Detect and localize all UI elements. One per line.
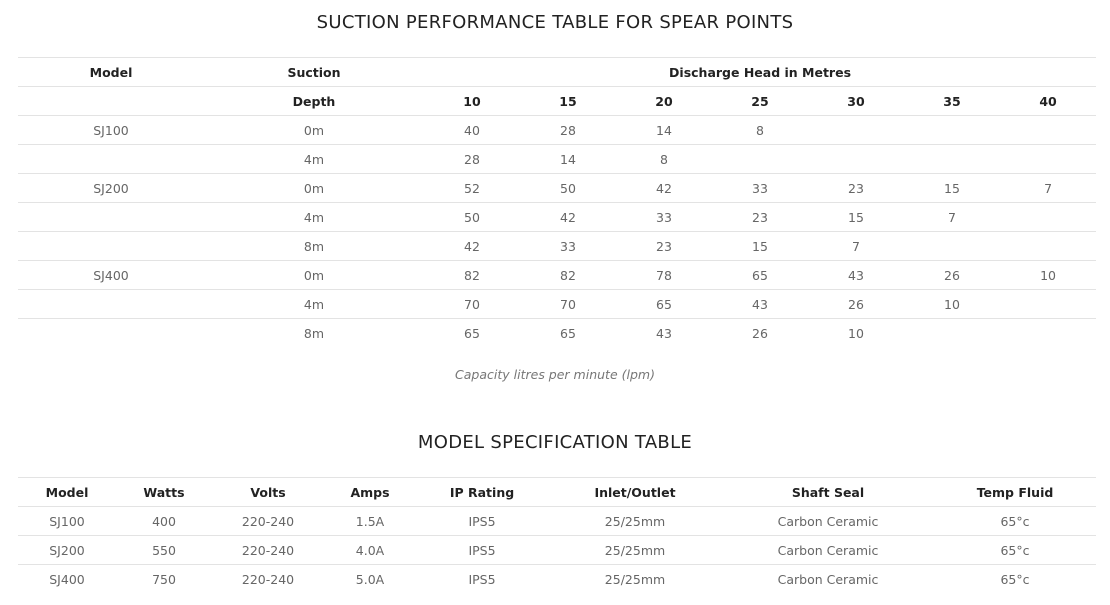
performance-table-title: SUCTION PERFORMANCE TABLE FOR SPEAR POINTS [316, 12, 794, 33]
cell-depth: 4m [204, 203, 424, 232]
spec-cell: SJ100 [18, 507, 116, 536]
cell-capacity: 50 [424, 203, 520, 232]
cell-depth: 4m [204, 290, 424, 319]
spec-cell: SJ400 [18, 565, 116, 594]
header-model: Model [18, 58, 204, 87]
spec-header-cell: Model [18, 478, 116, 507]
cell-capacity: 15 [904, 174, 1000, 203]
cell-capacity: 65 [424, 319, 520, 348]
spec-header-row [18, 478, 1096, 507]
cell-capacity: 82 [424, 261, 520, 290]
header-row-1 [18, 58, 1096, 87]
cell-capacity [904, 116, 1000, 145]
cell-depth: 8m [204, 319, 424, 348]
cell-model: SJ100 [18, 116, 204, 145]
header-head-25: 25 [712, 87, 808, 116]
cell-capacity: 23 [712, 203, 808, 232]
spec-cell: 400 [116, 507, 212, 536]
cell-capacity: 26 [808, 290, 904, 319]
model-specification-table [18, 477, 1096, 593]
cell-capacity: 7 [808, 232, 904, 261]
spec-cell: 25/25mm [548, 536, 722, 565]
header-head-20: 20 [616, 87, 712, 116]
cell-model: SJ200 [18, 174, 204, 203]
header-depth: Depth [204, 87, 424, 116]
cell-capacity: 15 [712, 232, 808, 261]
cell-capacity: 65 [616, 290, 712, 319]
spec-row [18, 565, 1096, 594]
cell-capacity [808, 145, 904, 174]
cell-depth: 8m [204, 232, 424, 261]
spec-header-cell: Watts [116, 478, 212, 507]
cell-capacity: 28 [424, 145, 520, 174]
spec-cell: 550 [116, 536, 212, 565]
cell-capacity: 33 [712, 174, 808, 203]
cell-capacity [904, 145, 1000, 174]
performance-row [18, 319, 1096, 348]
spec-cell: 220-240 [212, 565, 324, 594]
cell-capacity: 14 [520, 145, 616, 174]
cell-capacity: 42 [520, 203, 616, 232]
spec-cell: IPS5 [416, 536, 548, 565]
spec-row [18, 536, 1096, 565]
cell-capacity: 43 [616, 319, 712, 348]
cell-model [18, 319, 204, 348]
cell-model: SJ400 [18, 261, 204, 290]
performance-row [18, 232, 1096, 261]
spec-header-cell: Shaft Seal [722, 478, 934, 507]
spec-cell: 25/25mm [548, 565, 722, 594]
cell-capacity: 50 [520, 174, 616, 203]
cell-capacity: 42 [616, 174, 712, 203]
spec-header-cell: Amps [324, 478, 416, 507]
cell-capacity: 40 [424, 116, 520, 145]
specification-table-title: MODEL SPECIFICATION TABLE [417, 432, 693, 453]
header-empty [18, 87, 204, 116]
spec-cell: Carbon Ceramic [722, 536, 934, 565]
cell-capacity: 7 [904, 203, 1000, 232]
cell-capacity: 43 [712, 290, 808, 319]
cell-capacity [712, 145, 808, 174]
header-head-15: 15 [520, 87, 616, 116]
spec-cell: 5.0A [324, 565, 416, 594]
spec-header-cell: Volts [212, 478, 324, 507]
spec-header-cell: Inlet/Outlet [548, 478, 722, 507]
spec-cell: Carbon Ceramic [722, 507, 934, 536]
header-suction: Suction [204, 58, 424, 87]
capacity-caption: Capacity litres per minute (lpm) [455, 367, 655, 382]
cell-capacity: 33 [616, 203, 712, 232]
cell-capacity: 10 [1000, 261, 1096, 290]
spec-cell: 65°c [934, 565, 1096, 594]
performance-row [18, 290, 1096, 319]
cell-capacity: 70 [424, 290, 520, 319]
cell-capacity [904, 232, 1000, 261]
spec-cell: 4.0A [324, 536, 416, 565]
cell-capacity [1000, 145, 1096, 174]
performance-row [18, 145, 1096, 174]
cell-capacity: 10 [808, 319, 904, 348]
cell-model [18, 232, 204, 261]
header-head-40: 40 [1000, 87, 1096, 116]
cell-depth: 0m [204, 174, 424, 203]
header-row-2 [18, 87, 1096, 116]
performance-row [18, 174, 1096, 203]
cell-capacity: 82 [520, 261, 616, 290]
header-head-35: 35 [904, 87, 1000, 116]
cell-capacity: 10 [904, 290, 1000, 319]
cell-capacity [1000, 232, 1096, 261]
cell-capacity: 7 [1000, 174, 1096, 203]
spec-cell: 750 [116, 565, 212, 594]
cell-capacity [1000, 203, 1096, 232]
cell-model [18, 203, 204, 232]
spec-header-cell: IP Rating [416, 478, 548, 507]
performance-row [18, 203, 1096, 232]
cell-capacity: 26 [712, 319, 808, 348]
cell-capacity: 70 [520, 290, 616, 319]
cell-capacity [1000, 319, 1096, 348]
spec-cell: Carbon Ceramic [722, 565, 934, 594]
header-head-30: 30 [808, 87, 904, 116]
cell-depth: 4m [204, 145, 424, 174]
header-head-10: 10 [424, 87, 520, 116]
suction-performance-table [18, 57, 1096, 347]
cell-capacity [1000, 116, 1096, 145]
spec-cell: IPS5 [416, 507, 548, 536]
cell-capacity: 8 [712, 116, 808, 145]
cell-capacity: 23 [808, 174, 904, 203]
cell-capacity: 33 [520, 232, 616, 261]
cell-capacity: 23 [616, 232, 712, 261]
spec-cell: SJ200 [18, 536, 116, 565]
spec-row [18, 507, 1096, 536]
performance-row [18, 261, 1096, 290]
cell-capacity: 52 [424, 174, 520, 203]
cell-capacity: 42 [424, 232, 520, 261]
performance-row [18, 116, 1096, 145]
cell-capacity: 65 [712, 261, 808, 290]
cell-capacity [808, 116, 904, 145]
cell-capacity: 14 [616, 116, 712, 145]
cell-capacity: 78 [616, 261, 712, 290]
spec-cell: IPS5 [416, 565, 548, 594]
spec-cell: 220-240 [212, 536, 324, 565]
cell-capacity [1000, 290, 1096, 319]
cell-model [18, 145, 204, 174]
spec-cell: 65°c [934, 507, 1096, 536]
spec-cell: 25/25mm [548, 507, 722, 536]
cell-capacity: 65 [520, 319, 616, 348]
cell-capacity: 8 [616, 145, 712, 174]
cell-capacity: 28 [520, 116, 616, 145]
header-discharge-head: Discharge Head in Metres [424, 58, 1096, 87]
cell-depth: 0m [204, 116, 424, 145]
cell-capacity: 15 [808, 203, 904, 232]
spec-header-cell: Temp Fluid [934, 478, 1096, 507]
spec-cell: 1.5A [324, 507, 416, 536]
cell-model [18, 290, 204, 319]
cell-capacity: 26 [904, 261, 1000, 290]
cell-depth: 0m [204, 261, 424, 290]
spec-cell: 65°c [934, 536, 1096, 565]
cell-capacity: 43 [808, 261, 904, 290]
spec-cell: 220-240 [212, 507, 324, 536]
cell-capacity [904, 319, 1000, 348]
